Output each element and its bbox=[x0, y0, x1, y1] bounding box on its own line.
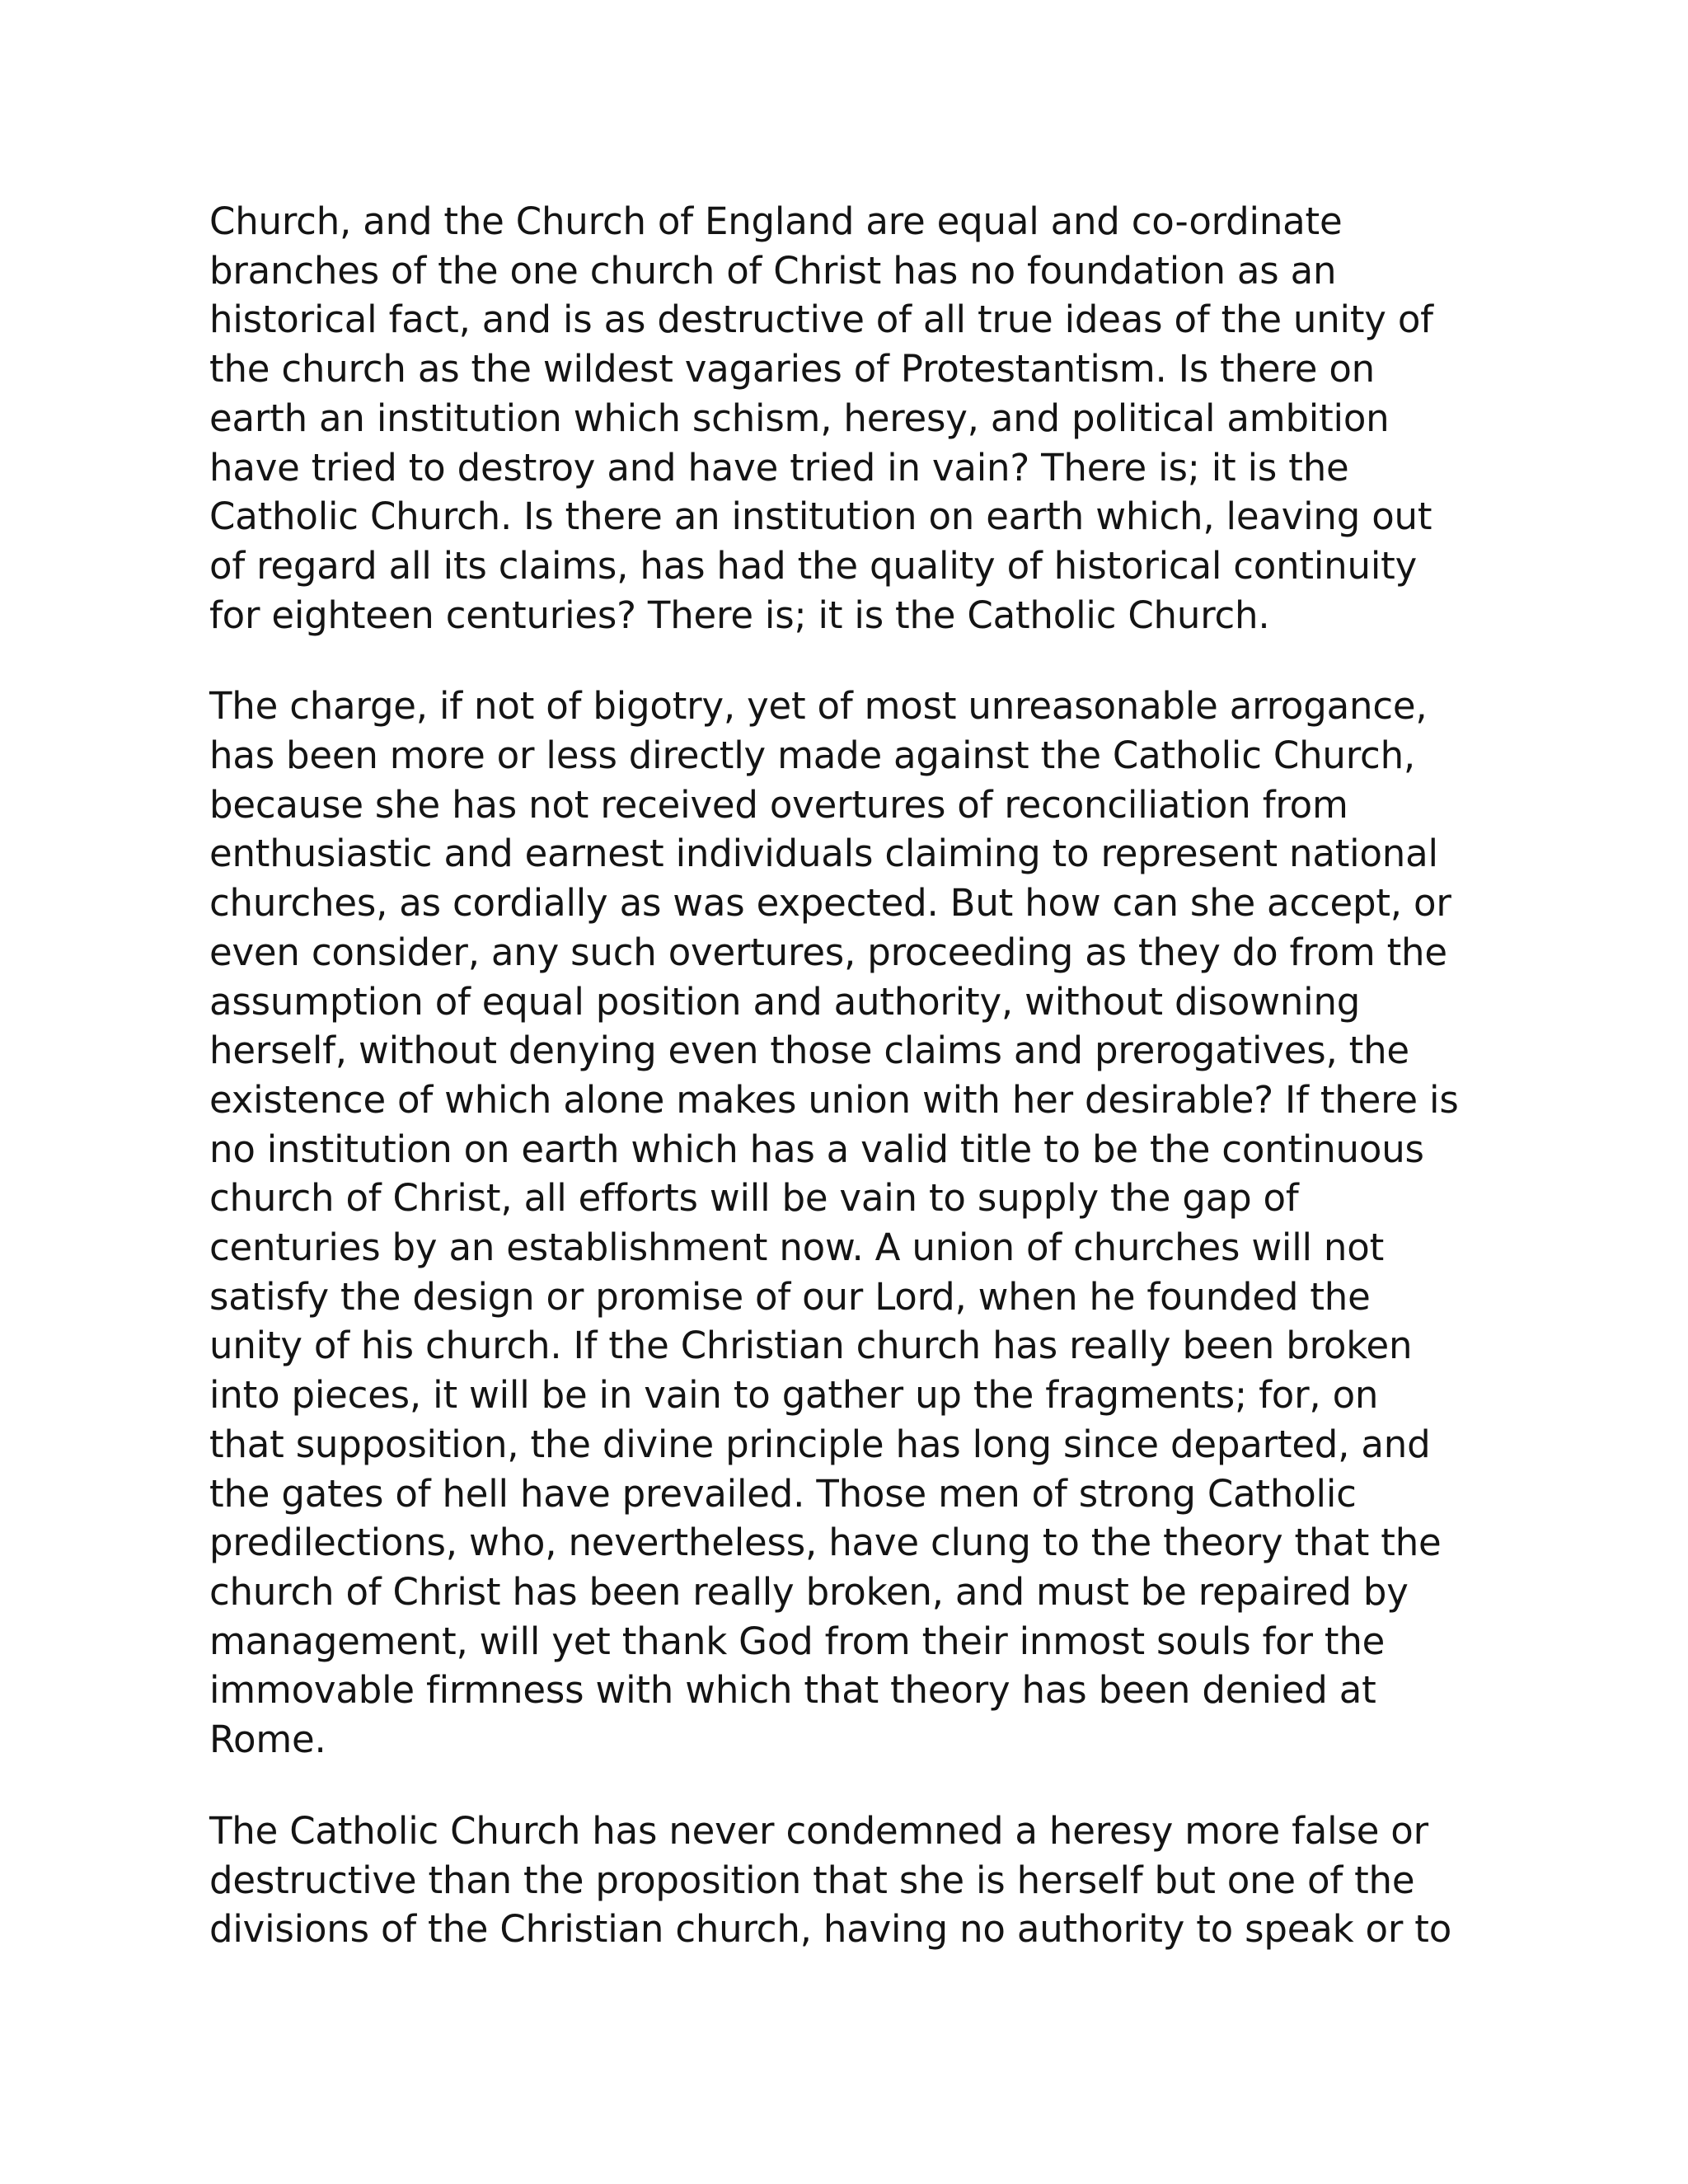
text-line: Rome. bbox=[209, 1718, 326, 1762]
text-line: The Catholic Church has never condemned a heresy more false or bbox=[209, 1808, 1428, 1853]
document-page bbox=[209, 197, 1495, 1954]
text-line: churches, as cordially as was expected. But how can she accept, or bbox=[209, 881, 1451, 926]
text-line: management, will yet thank God from their inmost souls for the bbox=[209, 1619, 1386, 1663]
text-line: have tried to destroy and have tried in vain? There is; it is the bbox=[209, 445, 1349, 490]
text-line: existence of which alone makes union with her desirable? If there is bbox=[209, 1077, 1459, 1122]
text-line: herself, without denying even those claims and prerogatives, the bbox=[209, 1029, 1409, 1073]
text-line: Catholic Church. Is there an institution on earth which, leaving out bbox=[209, 494, 1432, 539]
text-line: that supposition, the divine principle has long since departed, and bbox=[209, 1422, 1431, 1466]
text-line: no institution on earth which has a valid title to be the continuous bbox=[209, 1127, 1424, 1171]
paragraph-1 bbox=[209, 197, 1495, 640]
text-line: unity of his church. If the Christian church has really been broken bbox=[209, 1324, 1413, 1368]
text-line: The charge, if not of bigotry, yet of most unreasonable arrogance, bbox=[209, 684, 1428, 729]
text-line: branches of the one church of Christ has no foundation as an bbox=[209, 248, 1337, 293]
text-line: divisions of the Christian church, having no authority to speak or to bbox=[209, 1907, 1452, 1952]
text-line: the church as the wildest vagaries of Protestantism. Is there on bbox=[209, 347, 1375, 391]
text-line: has been more or less directly made against the Catholic Church, bbox=[209, 733, 1416, 778]
text-line: because she has not received overtures of reconciliation from bbox=[209, 782, 1348, 827]
text-line: the gates of hell have prevailed. Those men of strong Catholic bbox=[209, 1471, 1357, 1516]
paragraph-3 bbox=[209, 1807, 1495, 1954]
text-line: enthusiastic and earnest individuals claiming to represent national bbox=[209, 832, 1438, 876]
text-line: Church, and the Church of England are equal and co-ordinate bbox=[209, 199, 1343, 243]
text-line: satisfy the design or promise of our Lord, when he founded the bbox=[209, 1274, 1371, 1319]
text-line: church of Christ, all efforts will be vain to supply the gap of bbox=[209, 1176, 1299, 1221]
text-line: for eighteen centuries? There is; it is the Catholic Church. bbox=[209, 593, 1270, 637]
paragraph-2 bbox=[209, 682, 1495, 1764]
text-line: historical fact, and is as destructive of all true ideas of the unity of bbox=[209, 298, 1433, 342]
text-line: even consider, any such overtures, proceeding as they do from the bbox=[209, 930, 1447, 974]
text-line: centuries by an establishment now. A union of churches will not bbox=[209, 1226, 1385, 1270]
text-line: destructive than the proposition that she is herself but one of the bbox=[209, 1858, 1415, 1902]
text-line: earth an institution which schism, heresy, and political ambition bbox=[209, 396, 1390, 440]
text-line: immovable firmness with which that theory has been denied at bbox=[209, 1668, 1376, 1713]
text-line: into pieces, it will be in vain to gather up the fragments; for, on bbox=[209, 1373, 1379, 1418]
text-line: church of Christ has been really broken, and must be repaired by bbox=[209, 1569, 1409, 1614]
text-line: of regard all its claims, has had the quality of historical continuity bbox=[209, 543, 1418, 588]
text-line: assumption of equal position and authority, without disowning bbox=[209, 979, 1361, 1024]
text-line: predilections, who, nevertheless, have clung to the theory that the bbox=[209, 1521, 1442, 1565]
